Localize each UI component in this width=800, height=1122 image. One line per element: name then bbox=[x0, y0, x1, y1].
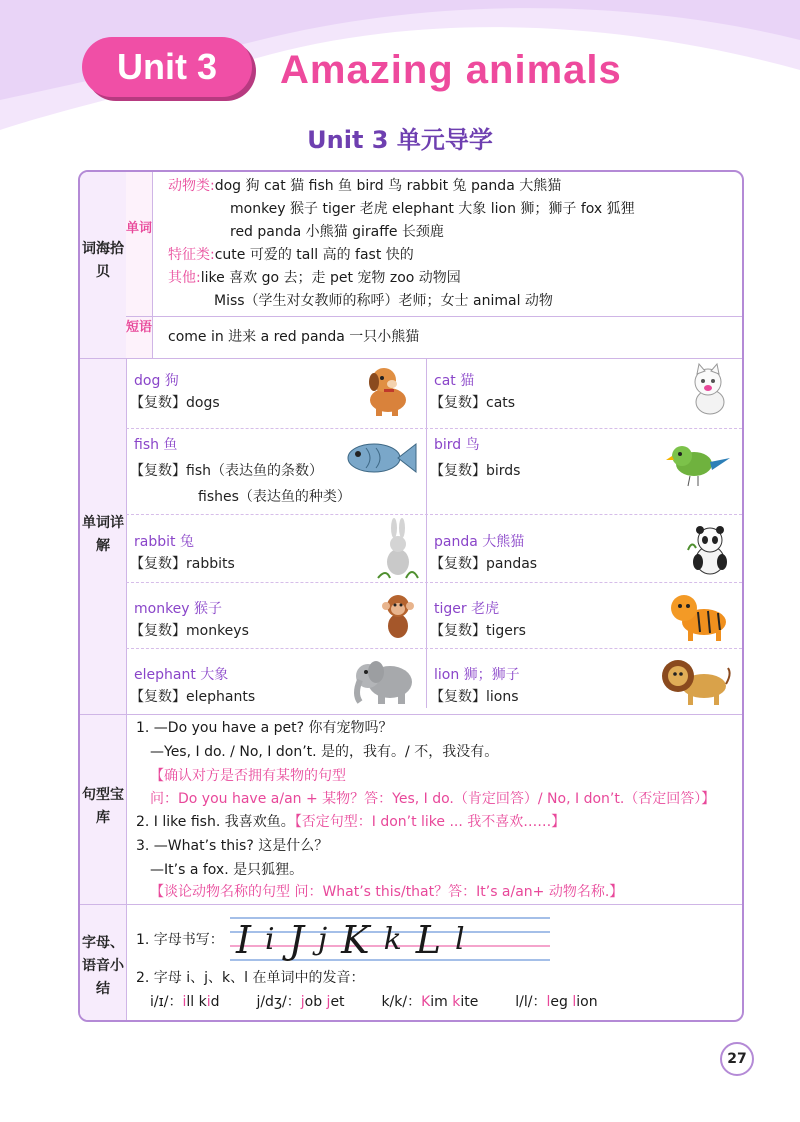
letter-sounds-row bbox=[150, 992, 598, 1012]
rabbit-icon bbox=[376, 518, 420, 580]
section-label-letters: 字母、语音小结 bbox=[82, 935, 124, 997]
vocab-animals-row: red panda 小熊猫 giraffe 长颈鹿 bbox=[230, 224, 444, 240]
divider bbox=[126, 648, 742, 649]
word-plural: 【复数】birds bbox=[430, 463, 521, 479]
sentence-line: 3. —What’s this? 这是什么？ bbox=[136, 838, 329, 854]
sentence-note: 【谈论动物名称的句型 问：What’s this/that？答：It’s a/an+ 动物名称.】 bbox=[150, 884, 624, 900]
sentence-line: —It’s a fox. 是只狐狸。 bbox=[150, 862, 304, 878]
sound-group: j/dʒ/：job jet bbox=[256, 994, 345, 1010]
unit-badge: Unit 3 bbox=[82, 37, 252, 97]
sentence-line: —Yes, I do. / No, I don’t. 是的，我有。/ 不，我没有。 bbox=[150, 744, 499, 760]
word-title: fish 鱼 bbox=[134, 437, 178, 453]
word-plural: 【复数】lions bbox=[430, 689, 519, 705]
vocab-phrase-label: 短语 bbox=[126, 317, 153, 358]
letter-glyph: I bbox=[236, 918, 252, 962]
letter-writing-label: 1. 字母书写： bbox=[136, 932, 224, 948]
word-title: rabbit 兔 bbox=[134, 534, 194, 550]
vocab-others-row: 其他:like 喜欢 go 去；走 pet 宠物 zoo 动物园 bbox=[168, 270, 461, 286]
vocab-animals-row: monkey 猴子 tiger 老虎 elephant 大象 lion 狮；狮子 fox 狐狸 bbox=[230, 201, 635, 217]
elephant-icon bbox=[348, 654, 418, 708]
section-label-sentences: 句型宝库 bbox=[82, 787, 124, 826]
word-title: lion 狮；狮子 bbox=[434, 667, 520, 683]
section-label-words: 单词详解 bbox=[82, 515, 124, 554]
vocab-phrases-row: come in 进来 a red panda 一只小熊猫 bbox=[168, 329, 420, 345]
vocab-animals-row: 动物类:dog 狗 cat 猫 fish 鱼 bird 鸟 rabbit 兔 panda 大熊猫 bbox=[168, 178, 562, 194]
letter-sounds-label: 2. 字母 i、j、k、l 在单词中的发音： bbox=[136, 970, 365, 986]
divider bbox=[80, 358, 742, 359]
letter-glyph: l bbox=[454, 922, 465, 957]
word-title: cat 猫 bbox=[434, 373, 475, 389]
fish-icon bbox=[342, 438, 418, 478]
page-title: Amazing animals bbox=[280, 48, 622, 92]
divider bbox=[126, 514, 742, 515]
page-subtitle: Unit 3 单元导学 bbox=[307, 126, 493, 154]
divider bbox=[80, 904, 742, 905]
divider bbox=[126, 582, 742, 583]
word-plural: 【复数】pandas bbox=[430, 556, 538, 572]
word-plural: 【复数】rabbits bbox=[130, 556, 235, 572]
dog-icon bbox=[362, 362, 414, 418]
letter-glyph: i bbox=[265, 922, 275, 957]
word-title: tiger 老虎 bbox=[434, 601, 500, 617]
letter-glyphs bbox=[236, 910, 556, 962]
sentence-note: 【确认对方是否拥有某物的句型 bbox=[150, 768, 346, 784]
word-plural: 【复数】monkeys bbox=[130, 623, 249, 639]
section-label-column bbox=[80, 172, 127, 1020]
sentence-line: 2. I like fish. 我喜欢鱼。【否定句型：I don’t like ... 我不喜欢……】 bbox=[136, 814, 566, 830]
content-frame bbox=[78, 170, 744, 1022]
divider bbox=[426, 358, 427, 708]
sentence-note: 问：Do you have a/an + 某物？答：Yes, I do.（肯定回答）/ No, I don’t.（否定回答）】 bbox=[150, 791, 716, 807]
section-label-vocab: 词海拾贝 bbox=[82, 241, 124, 280]
word-plural: 【复数】tigers bbox=[430, 623, 526, 639]
word-title: elephant 大象 bbox=[134, 667, 229, 683]
letter-glyph: J bbox=[288, 918, 304, 962]
vocab-word-label: 单词 bbox=[126, 172, 153, 316]
sentence-line: 1. —Do you have a pet? 你有宠物吗？ bbox=[136, 720, 393, 736]
word-title: bird 鸟 bbox=[434, 437, 480, 453]
lion-icon bbox=[656, 654, 732, 708]
vocab-others-row: Miss（学生对女教师的称呼）老师；女士 animal 动物 bbox=[214, 293, 553, 309]
sound-group: l/l/：leg lion bbox=[515, 994, 598, 1010]
word-plural: 【复数】dogs bbox=[130, 395, 220, 411]
sound-group: i/ɪ/：ill kid bbox=[150, 994, 220, 1010]
divider bbox=[80, 714, 742, 715]
word-plural: 【复数】cats bbox=[430, 395, 516, 411]
tiger-icon bbox=[664, 584, 732, 644]
monkey-icon bbox=[378, 586, 418, 644]
letter-glyph: L bbox=[415, 918, 441, 962]
letter-glyph: j bbox=[317, 922, 328, 957]
word-title: dog 狗 bbox=[134, 373, 179, 389]
letter-glyph: K bbox=[341, 918, 370, 962]
cat-icon bbox=[686, 362, 732, 418]
letter-glyph: k bbox=[383, 922, 402, 957]
page-number: 27 bbox=[720, 1042, 754, 1076]
word-title: panda 大熊猫 bbox=[434, 534, 525, 550]
word-plural: 【复数】elephants bbox=[130, 689, 256, 705]
panda-icon bbox=[686, 520, 732, 578]
word-plural: fishes（表达鱼的种类） bbox=[198, 489, 351, 505]
sound-group: k/k/：Kim kite bbox=[381, 994, 479, 1010]
divider bbox=[126, 316, 742, 317]
word-title: monkey 猴子 bbox=[134, 601, 223, 617]
divider bbox=[126, 428, 742, 429]
bird-icon bbox=[666, 436, 730, 492]
vocab-features-row: 特征类:cute 可爱的 tall 高的 fast 快的 bbox=[168, 247, 414, 263]
word-plural: 【复数】fish（表达鱼的条数） bbox=[130, 463, 323, 479]
